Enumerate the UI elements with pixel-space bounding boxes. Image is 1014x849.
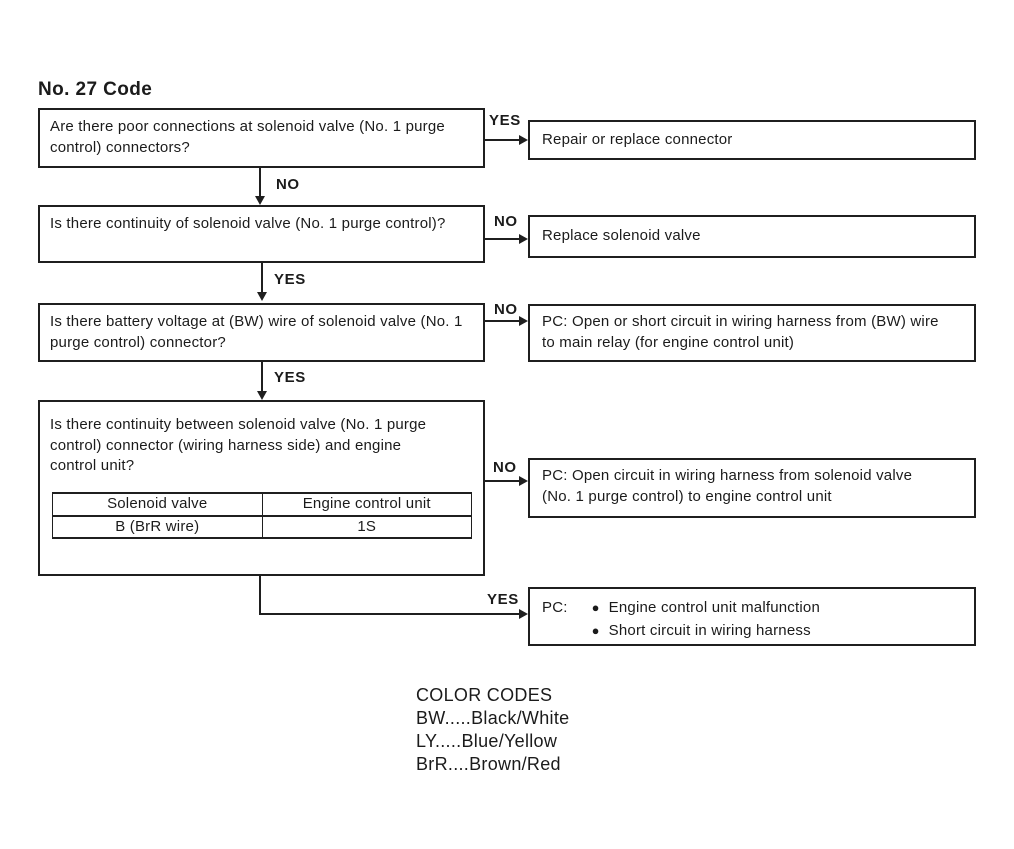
connector-line — [485, 139, 520, 141]
bullet-text-1: Engine control unit malfunction — [608, 599, 820, 616]
result-text-4: PC: Open circuit in wiring harness from solenoid valve (No. 1 purge control) to engine control unit — [542, 467, 913, 505]
connector-line — [259, 576, 261, 615]
result-text-3: PC: Open or short circuit in wiring harness from (BW) wire to main relay (for engine control unit) — [542, 313, 939, 351]
branch-label-no-2: NO — [494, 213, 518, 230]
connector-line — [261, 263, 263, 293]
arrow-right-icon — [519, 316, 528, 326]
result-box-1 — [528, 120, 976, 160]
branch-label-yes-2: YES — [274, 271, 306, 288]
arrow-down-icon — [255, 196, 265, 205]
result-text-2: Replace solenoid valve — [542, 227, 701, 245]
connector-line — [485, 238, 520, 240]
result-prefix-pc: PC: — [542, 599, 568, 616]
wire-terminal-table — [52, 492, 472, 539]
question-box-3 — [38, 303, 485, 362]
branch-label-no-3: NO — [494, 301, 518, 318]
question-text-1: Are there poor connections at solenoid valve (No. 1 purge control) connectors? — [50, 118, 445, 156]
question-box-1 — [38, 108, 485, 168]
result-text-1: Repair or replace connector — [542, 130, 733, 148]
bullet-icon: ● — [591, 622, 600, 638]
table-cell-wire: B (BrR wire) — [53, 516, 263, 539]
connector-line — [259, 168, 261, 197]
result-bullet-list — [592, 598, 820, 641]
connector-line — [261, 362, 263, 391]
bullet-text-2: Short circuit in wiring harness — [608, 621, 811, 639]
table-value-row — [53, 516, 472, 539]
color-codes-title: COLOR CODES — [416, 685, 553, 705]
result-box-4 — [528, 458, 976, 518]
result-box-5 — [528, 587, 976, 646]
question-box-2 — [38, 205, 485, 263]
question-box-4 — [38, 400, 485, 576]
arrow-right-icon — [519, 609, 528, 619]
connector-line — [485, 320, 520, 322]
branch-label-yes-1: YES — [489, 112, 521, 129]
branch-label-yes-4: YES — [487, 591, 519, 608]
connector-line — [485, 480, 520, 482]
question-text-4: Is there continuity between solenoid valve (No. 1 purge control) connector (wiring harness side) and engine control unit? — [50, 416, 427, 475]
table-cell-terminal: 1S — [262, 516, 472, 539]
color-code-bw: BW.....Black/White — [416, 708, 570, 728]
branch-label-no-4: NO — [493, 459, 517, 476]
arrow-down-icon — [257, 391, 267, 400]
connector-line — [259, 613, 520, 615]
bullet-icon: ● — [591, 600, 600, 615]
result-box-2 — [528, 215, 976, 258]
question-text-3: Is there battery voltage at (BW) wire of solenoid valve (No. 1 purge control) connector? — [50, 313, 463, 351]
color-code-brr: BrR....Brown/Red — [416, 754, 561, 774]
arrow-right-icon — [519, 476, 528, 486]
arrow-right-icon — [519, 135, 528, 145]
color-code-ly: LY.....Blue/Yellow — [416, 731, 558, 751]
branch-label-no-1: NO — [276, 176, 300, 193]
question-text-2: Is there continuity of solenoid valve (No. 1 purge control)? — [50, 215, 446, 232]
bullet-item-2 — [592, 621, 820, 642]
color-codes-legend — [416, 684, 569, 776]
result-box-3 — [528, 304, 976, 362]
arrow-down-icon — [257, 292, 267, 301]
page-title: No. 27 Code — [38, 79, 153, 100]
table-header-engine-control-unit: Engine control unit — [262, 493, 472, 516]
table-header-solenoid-valve: Solenoid valve — [53, 493, 263, 516]
table-header-row — [53, 493, 472, 516]
branch-label-yes-3: YES — [274, 369, 306, 386]
bullet-item-1 — [592, 598, 820, 619]
arrow-right-icon — [519, 234, 528, 244]
